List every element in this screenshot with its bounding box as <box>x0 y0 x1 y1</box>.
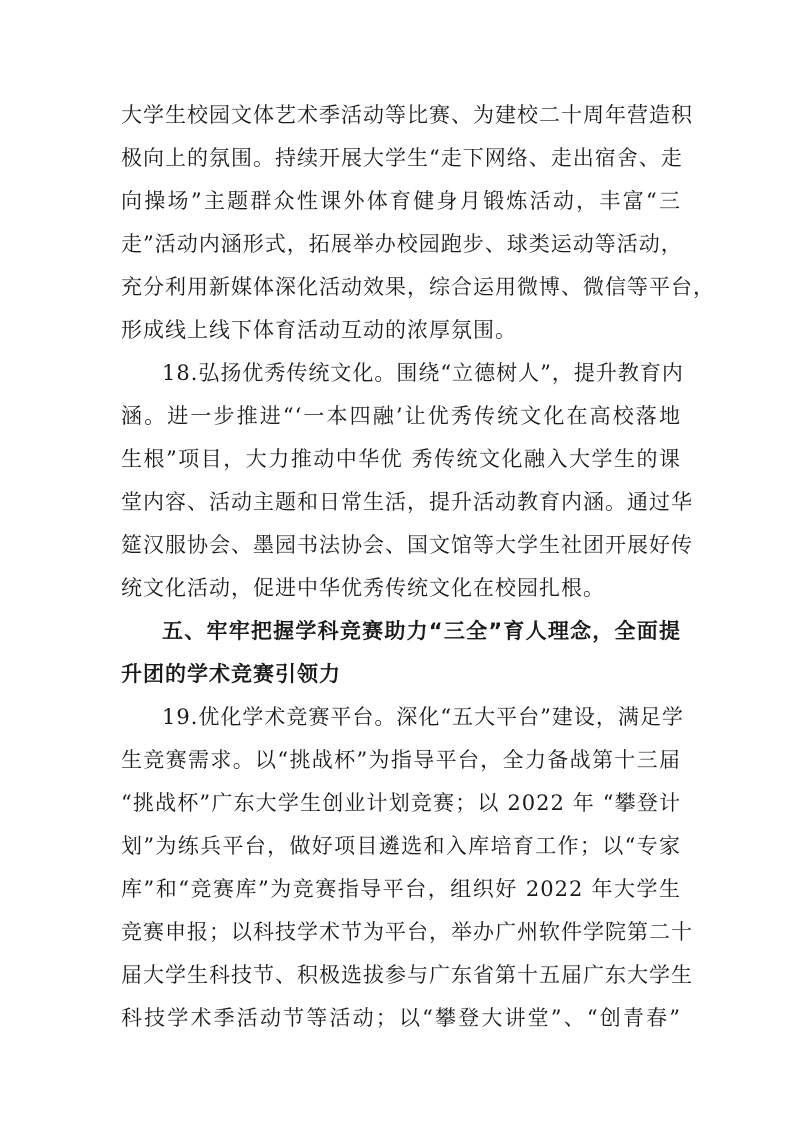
paragraph-line: 划”为练兵平台，做好项目遴选和入库培育工作；以“专家 <box>121 834 681 858</box>
paragraph-line: 生竞赛需求。以“挑战杯”为指导平台，全力备战第十三届 <box>121 748 681 772</box>
paragraph-line: 竞赛申报；以科技学术节为平台，举办广州软件学院第二十 <box>121 920 693 944</box>
paragraph-first-line: 18.弘扬优秀传统文化。围绕“立德树人”，提升教育内 <box>162 361 684 385</box>
paragraph-line: 充分利用新媒体深化活动效果，综合运用微博、微信等平台， <box>121 275 715 299</box>
paragraph-line: 库”和“竞赛库”为竞赛指导平台，组织好 2022 年大学生 <box>121 877 681 901</box>
paragraph-line: 涵。进一步推进“‘一本四融’让优秀传统文化在高校落地 <box>121 404 681 428</box>
paragraph-line: 生根”项目，大力推动中华优 秀传统文化融入大学生的课 <box>121 447 681 471</box>
paragraph-line: “挑战杯”广东大学生创业计划竞赛；以 2022 年 “攀登计 <box>121 791 681 815</box>
paragraph-line: 向操场”主题群众性课外体育健身月锻炼活动，丰富“三 <box>121 189 681 213</box>
paragraph-line: 大学生校园文体艺术季活动等比赛、为建校二十周年营造积 <box>121 103 693 127</box>
paragraph-first-line: 19.优化学术竞赛平台。深化“五大平台”建设，满足学 <box>162 705 684 729</box>
paragraph-line: 走”活动内涵形式，拓展举办校园跑步、球类运动等活动， <box>121 232 683 256</box>
paragraph-line: 形成线上线下体育活动互动的浓厚氛围。 <box>121 318 517 342</box>
paragraph-line: 统文化活动，促进中华优秀传统文化在校园扎根。 <box>121 576 605 600</box>
paragraph-line: 届大学生科技节、积极选拔参与广东省第十五届广东大学生 <box>121 963 693 987</box>
paragraph-line: 堂内容、活动主题和日常生活，提升活动教育内涵。通过华 <box>121 490 693 514</box>
section-heading-continued: 升团的学术竞赛引领力 <box>121 662 341 686</box>
section-heading: 五、牢牢把握学科竞赛助力“三全”育人理念，全面提 <box>162 619 681 643</box>
paragraph-line: 筵汉服协会、墨园书法协会、国文馆等大学生社团开展好传 <box>121 533 693 557</box>
paragraph-line: 极向上的氛围。持续开展大学生“走下网络、走出宿舍、走 <box>121 146 683 170</box>
paragraph-line: 科技学术季活动节等活动；以“攀登大讲堂”、“创青春” <box>121 1006 681 1030</box>
